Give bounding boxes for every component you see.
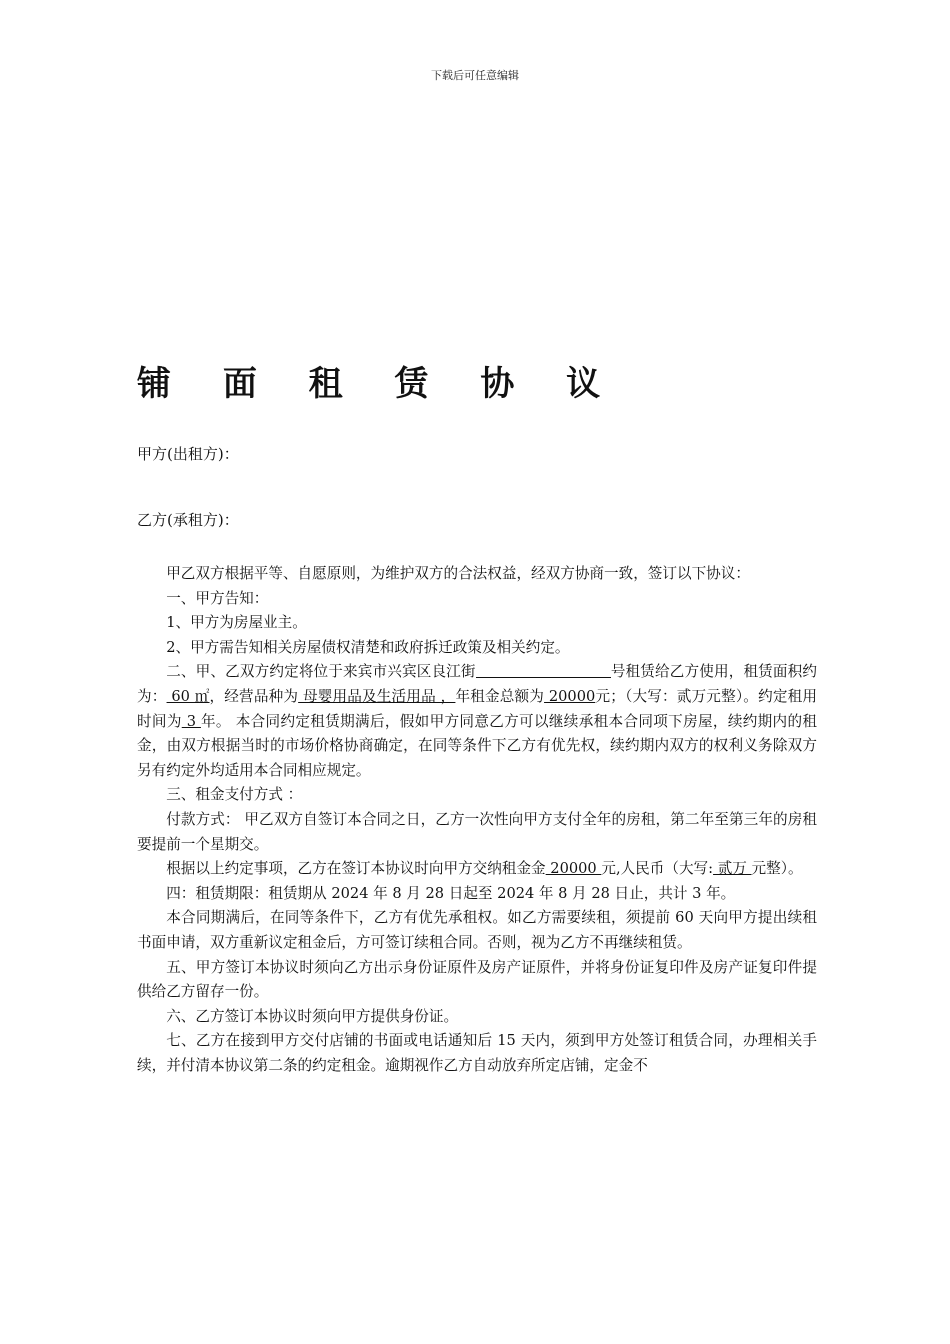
- s2-text: 号租赁给乙方使用，租赁面积约为：: [137, 663, 817, 705]
- section-5-paragraph: 五、甲方签订本协议时须向乙方出示身份证原件及房产证原件，并将身份证复印件及房产证复印件提供给乙方留存一份。: [137, 958, 817, 1001]
- deposit-text: 元,人民币（大写:: [601, 860, 714, 878]
- intro-paragraph: 甲乙双方根据平等、自愿原则，为维护双方的合法权益，经双方协商一致，签订以下协议：: [166, 565, 750, 582]
- renewal-paragraph: 本合同期满后，在同等条件下，乙方有优先承租权。如乙方需要续租，须提前 60 天向甲方提出续租书面申请，双方重新议定租金后，方可签订续租合同。否则，视为乙方不再继续租赁。: [137, 909, 817, 951]
- page-header-note: 下载后可任意编辑: [431, 69, 519, 82]
- years-value: 3: [181, 712, 201, 730]
- deposit-text: 根据以上约定事项，乙方在签订本协议时向甲方交纳租金金: [166, 860, 546, 878]
- section-3-heading: 三、租金支付方式 ：: [166, 786, 303, 804]
- payment-method-paragraph: 付款方式： 甲乙双方自签订本合同之日，乙方一次性向甲方支付全年的房租，第二年至第三年的房租要提前一个星期交。: [137, 810, 817, 853]
- agreement-body: [137, 562, 817, 1078]
- document-title: 铺 面 租 赁 协 议: [137, 364, 621, 404]
- deposit-paragraph: [137, 857, 817, 882]
- deposit-text: 元整）。: [751, 860, 803, 878]
- section-1-item-1: 1、甲方为房屋业主。: [166, 614, 307, 632]
- goods-value: 母婴用品及生活用品 ，: [298, 687, 456, 705]
- s2-text: ，经营品种为: [209, 687, 299, 705]
- section-6-paragraph: 六、乙方签订本协议时须向甲方提供身份证。: [166, 1007, 459, 1025]
- party-b-label: 乙方(承租方)：: [137, 511, 239, 529]
- s2-text: 二、甲、乙双方约定将位于来宾市兴宾区良江街: [166, 663, 476, 681]
- section-1-item-2: 2、甲方需告知相关房屋债权清楚和政府拆迁政策及相关约定。: [166, 638, 570, 656]
- deposit-value: 20000: [545, 860, 602, 878]
- area-value: 60 ㎡: [166, 687, 210, 705]
- rent-value: 20000: [544, 687, 596, 705]
- s2-text: 年租金总额为: [455, 687, 545, 705]
- address-blank: [476, 663, 611, 679]
- s2-text: 元；（大写：贰万元整）。约定租用时间为: [137, 687, 817, 730]
- party-a-label: 甲方(出租方)：: [137, 445, 239, 463]
- section-2-paragraph: [137, 660, 817, 783]
- deposit-cn-value: 贰万: [713, 860, 752, 878]
- section-7-paragraph: 七、乙方在接到甲方交付店铺的书面或电话通知后 15 天内，须到甲方处签订租赁合同，办理相关手续，并付清本协议第二条的约定租金。逾期视作乙方自动放弃所定店铺，定金不: [137, 1032, 817, 1074]
- s2-text: 年。 本合同约定租赁期满后，假如甲方同意乙方可以继续承租本合同项下房屋，续约期内的租金，由双方根据当时的市场价格协商确定，在同等条件下乙方有优先权，续约期内双方的权利义务除双方另有约定外均适用本合同相应规定。: [137, 712, 817, 779]
- section-4-paragraph: 四：租赁期限：租赁期从 2024 年 8 月 28 日起至 2024 年 8 月 28 日止，共计 3 年。: [166, 884, 736, 902]
- section-1-heading: 一、甲方告知：: [166, 589, 269, 607]
